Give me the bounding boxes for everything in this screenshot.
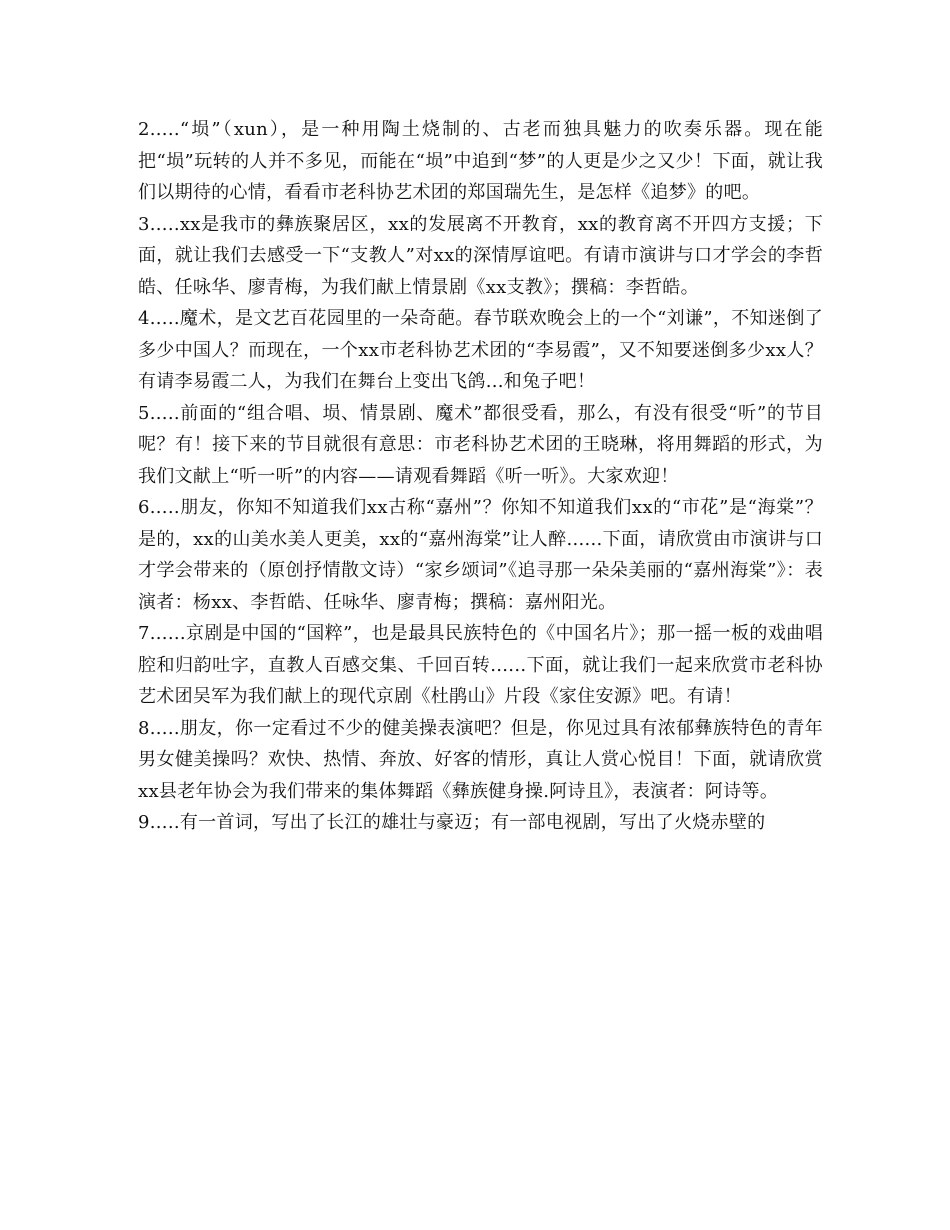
paragraph-item-3: 3.....xx是我市的彝族聚居区，xx的发展离不开教育，xx的教育离不开四方支援；下面，就让我们去感受一下“支教人”对xx的深情厚谊吧。有请市演讲与口才学会的李哲皓、任咏华、廖青梅，为我们献上情景剧《xx支教》；撰稿：李哲皓。 (138, 213, 823, 298)
paragraph-item-8: 8.....朋友，你一定看过不少的健美操表演吧？但是，你见过具有浓郁彝族特色的青年男女健美操吗？欢快、热情、奔放、好客的情形，真让人赏心悦目！下面，就请欣赏xx县老年协会为我们带来的集体舞蹈《彝族健身操.阿诗且》，表演者：阿诗等。 (138, 717, 823, 802)
paragraph-item-5: 5.....前面的“组合唱、埙、情景剧、魔术”都很受看，那么，有没有很受“听”的节目呢？有！接下来的节目就很有意思：市老科协艺术团的王晓琳，将用舞蹈的形式，为我们文献上“听一听”的内容——请观看舞蹈《听一听》。大家欢迎！ (138, 402, 823, 487)
paragraph-item-7: 7......京剧是中国的“国粹”，也是最具民族特色的《中国名片》；那一摇一板的戏曲唱腔和归韵吐字，直教人百感交集、千回百转......下面，就让我们一起来欣赏市老科协艺术团吴军为我们献上的现代京剧《杜鹃山》片段《家住安源》吧。有请！ (138, 623, 823, 707)
paragraph-item-6: 6.....朋友，你知不知道我们xx古称“嘉州”？你知不知道我们xx的“市花”是“海棠”？是的，xx的山美水美人更美，xx的“嘉州海棠”让人醉......下面，请欣赏由市演讲与口才学会带来的（原创抒情散文诗）“家乡颂词”《追寻那一朵朵美丽的“嘉州海棠”》：表演者：杨xx、李哲皓、任咏华、廖青梅；撰稿：嘉州阳光。 (138, 497, 823, 613)
paragraph-item-4: 4.....魔术，是文艺百花园里的一朵奇葩。春节联欢晚会上的一个“刘谦”，不知迷倒了多少中国人？而现在，一个xx市老科协艺术团的“李易霞”，又不知要迷倒多少xx人？有请李易霞二人，为我们在舞台上变出飞鸽...和兔子吧！ (138, 308, 823, 392)
paragraph-item-2: 2.....“埙”（xun），是一种用陶土烧制的、古老而独具魅力的吹奏乐器。现在能把“埙”玩转的人并不多见，而能在“埙”中追到“梦”的人更是少之又少！下面，就让我们以期待的心情，看看市老科协艺术团的郑国瑞先生，是怎样《追梦》的吧。 (138, 119, 823, 203)
paragraph-item-9: 9.....有一首词，写出了长江的雄壮与豪迈；有一部电视剧，写出了火烧赤壁的 (138, 812, 766, 833)
document-body (138, 114, 823, 839)
